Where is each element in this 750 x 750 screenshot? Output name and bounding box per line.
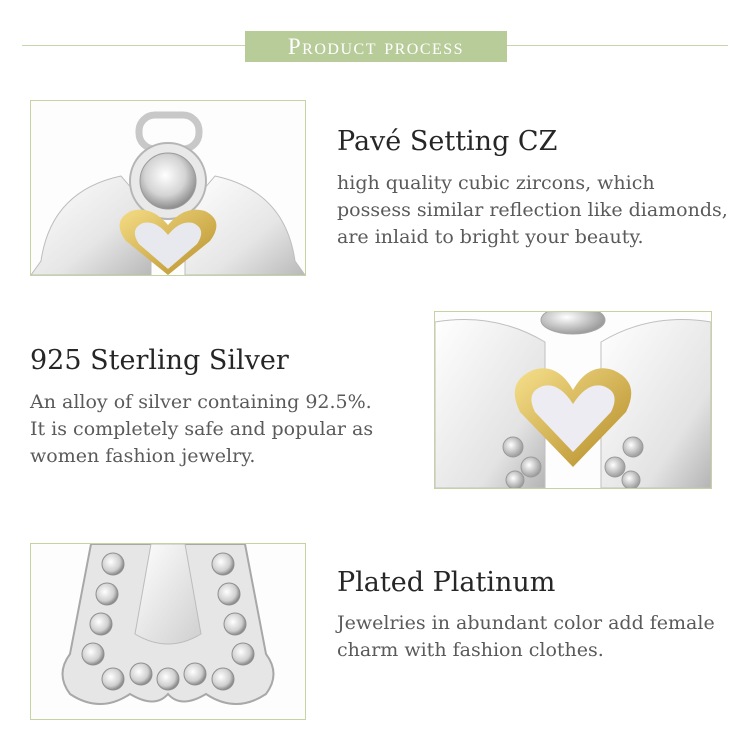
product-image-robe-closeup [30,543,306,720]
feature-title-silver: 925 Sterling Silver [30,345,289,376]
feature-description-silver: An alloy of silver containing 92.5%. It is completely safe and popular as women fashion jewelry. [30,391,374,467]
feature-title-platinum: Plated Platinum [337,567,556,598]
feature-title-pave: Pavé Setting CZ [337,126,558,157]
feature-description-platinum: Jewelries in abundant color add female charm with fashion clothes. [337,612,715,661]
feature-description-pave: high quality cubic zircons, which possess similar reflection like diamonds, are inlaid to bright your beauty. [337,172,728,248]
section-title: Product process [245,31,507,62]
header-rule-left [22,45,245,46]
product-image-halo-closeup [30,100,306,276]
header-rule-right [507,45,728,46]
product-image-heart-closeup [434,311,712,489]
